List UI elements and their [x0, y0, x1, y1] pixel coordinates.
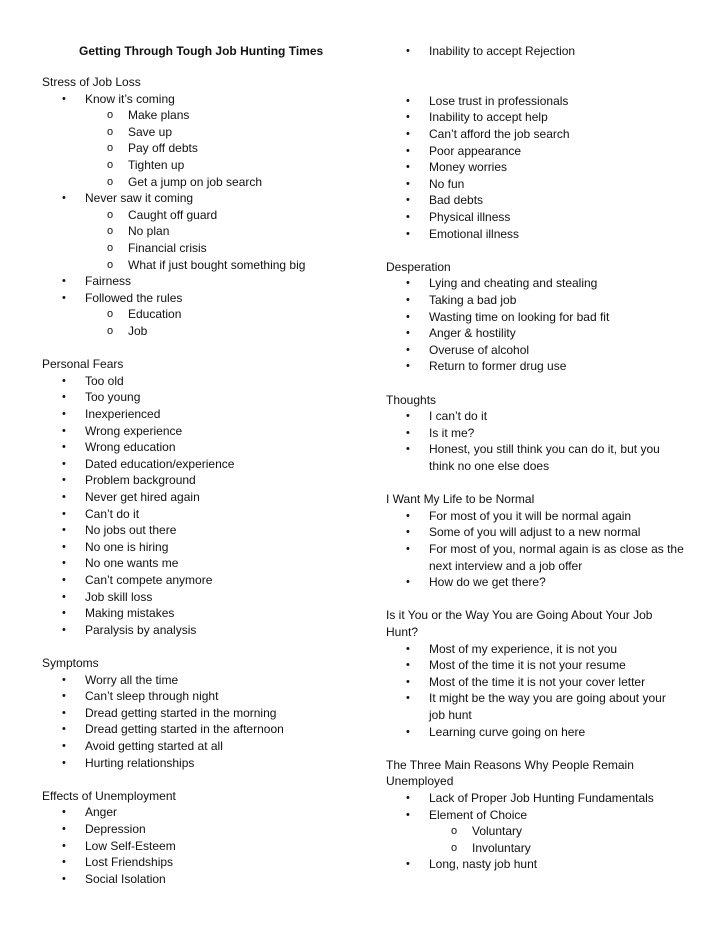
- item-text: Lost Friendships: [85, 855, 174, 870]
- item-text: For most of you it will be normal again: [429, 508, 632, 523]
- item-text: Can’t do it: [85, 506, 140, 521]
- item-text: Never get hired again: [85, 490, 200, 504]
- item-text: Poor appearance: [429, 143, 522, 158]
- item-text: Know it’s coming: [85, 91, 175, 106]
- sub-bullet-icon: o: [451, 825, 458, 838]
- item-text: Anger & hostility: [429, 326, 516, 341]
- item-text: Long, nasty job hunt: [429, 857, 538, 872]
- bullet-icon: •: [62, 723, 66, 736]
- bullet-icon: •: [62, 690, 66, 703]
- bullet-icon: •: [62, 574, 66, 586]
- bullet-icon: •: [406, 659, 410, 672]
- item-text: Is it You or the Way You are Going About Your Job: [386, 608, 653, 623]
- sub-bullet-icon: o: [451, 841, 458, 854]
- bullet-icon: •: [406, 642, 410, 655]
- item-text: Inexperienced: [85, 407, 161, 421]
- item-text: I Want My Life to be Normal: [386, 492, 535, 507]
- item-text: Save up: [128, 124, 173, 139]
- bullet-icon: •: [406, 45, 410, 57]
- bullet-icon: •: [62, 424, 66, 437]
- item-text: Job skill loss: [85, 589, 153, 604]
- bullet-icon: •: [406, 177, 410, 190]
- item-text: Is it me?: [429, 425, 475, 440]
- bullet-icon: •: [406, 94, 410, 107]
- bullet-icon: •: [406, 128, 410, 140]
- bullet-icon: •: [406, 526, 410, 539]
- bullet-icon: •: [406, 277, 410, 290]
- sub-bullet-icon: o: [107, 208, 114, 221]
- bullet-icon: •: [406, 194, 410, 207]
- item-text: Worry all the time: [85, 672, 179, 687]
- bullet-icon: •: [406, 443, 410, 456]
- item-text: Paralysis by analysis: [85, 622, 197, 637]
- item-text: Dread getting started in the afternoon: [85, 722, 284, 737]
- item-text: Involuntary: [472, 840, 531, 855]
- item-text: Can’t compete anymore: [85, 573, 213, 587]
- bullet-icon: •: [62, 457, 66, 470]
- bullet-icon: •: [62, 391, 66, 404]
- sub-bullet-icon: o: [107, 159, 114, 171]
- page-title: Getting Through Tough Job Hunting Times: [79, 44, 324, 58]
- item-text: Inability to accept Rejection: [429, 44, 576, 58]
- item-text: Social Isolation: [85, 871, 166, 886]
- item-text: How do we get there?: [429, 575, 546, 590]
- bullet-icon: •: [62, 756, 66, 769]
- item-text: What if just bought something big: [128, 257, 306, 272]
- bullet-icon: •: [406, 227, 410, 240]
- bullet-icon: •: [406, 692, 410, 705]
- bullet-icon: •: [406, 211, 410, 223]
- bullet-icon: •: [62, 839, 66, 852]
- bullet-icon: •: [62, 856, 66, 869]
- bullet-icon: •: [62, 275, 66, 288]
- item-text: Lack of Proper Job Hunting Fundamentals: [429, 791, 654, 805]
- bullet-icon: •: [406, 327, 410, 340]
- item-text: Low Self-Esteem: [85, 838, 176, 853]
- item-text: Financial crisis: [128, 241, 207, 255]
- bullet-icon: •: [62, 491, 66, 503]
- item-text: Emotional illness: [429, 226, 520, 241]
- bullet-icon: •: [62, 507, 66, 520]
- item-text: Make plans: [128, 108, 190, 123]
- item-text: Get a jump on job search: [128, 174, 263, 189]
- bullet-icon: •: [62, 92, 66, 105]
- bullet-icon: •: [406, 576, 410, 589]
- bullet-icon: •: [406, 343, 410, 356]
- bullet-icon: •: [406, 310, 410, 323]
- item-text: Return to former drug use: [429, 359, 567, 374]
- item-text: Problem background: [85, 473, 196, 488]
- bullet-icon: •: [62, 706, 66, 719]
- item-text: Pay off debts: [128, 141, 198, 156]
- item-text: Personal Fears: [42, 357, 124, 372]
- item-text: Most of the time it is not your resume: [429, 658, 626, 673]
- item-text: Symptoms: [42, 656, 99, 670]
- item-text: Element of Choice: [429, 807, 528, 822]
- bullet-icon: •: [62, 623, 66, 636]
- bullet-icon: •: [406, 360, 410, 373]
- item-text: Dated education/experience: [85, 456, 235, 471]
- sub-bullet-icon: o: [107, 258, 114, 271]
- item-text: Hunt?: [386, 625, 419, 639]
- item-text: Wrong experience: [85, 423, 183, 438]
- item-text: Money worries: [429, 160, 508, 175]
- item-text: Some of you will adjust to a new normal: [429, 525, 641, 540]
- item-text: Physical illness: [429, 210, 511, 224]
- item-text: next interview and a job offer: [429, 558, 583, 573]
- item-text: No one wants me: [85, 556, 179, 571]
- bullet-icon: •: [62, 823, 66, 835]
- bullet-icon: •: [406, 111, 410, 124]
- item-text: Lying and cheating and stealing: [429, 276, 598, 291]
- sub-bullet-icon: o: [107, 308, 114, 321]
- bullet-icon: •: [406, 808, 410, 821]
- bullet-icon: •: [62, 872, 66, 885]
- bullet-icon: •: [62, 192, 66, 205]
- item-text: Unemployed: [386, 774, 454, 789]
- sub-bullet-icon: o: [107, 125, 114, 138]
- item-text: Taking a bad job: [429, 293, 517, 307]
- item-text: Depression: [85, 822, 146, 836]
- item-text: Bad debts: [429, 193, 484, 208]
- item-text: Can’t sleep through night: [85, 689, 219, 704]
- item-text: I can’t do it: [429, 409, 488, 424]
- bullet-icon: •: [62, 524, 66, 537]
- item-text: Too young: [85, 390, 141, 405]
- bullet-icon: •: [62, 374, 66, 387]
- item-text: Desperation: [386, 259, 451, 274]
- item-text: Wrong education: [85, 440, 176, 455]
- item-text: It might be the way you are going about your: [429, 691, 666, 706]
- item-text: Tighten up: [128, 158, 185, 172]
- bullet-icon: •: [62, 291, 66, 304]
- bullet-icon: •: [62, 441, 66, 454]
- item-text: Hurting relationships: [85, 755, 195, 770]
- bullet-icon: •: [62, 540, 66, 553]
- item-text: Thoughts: [386, 392, 437, 407]
- item-text: Too old: [85, 373, 124, 388]
- item-text: The Three Main Reasons Why People Remain: [386, 757, 634, 772]
- item-text: job hunt: [429, 708, 472, 722]
- bullet-icon: •: [406, 725, 410, 738]
- item-text: Caught off guard: [128, 207, 218, 222]
- bullet-icon: •: [62, 474, 66, 487]
- item-text: Education: [128, 307, 182, 322]
- bullet-icon: •: [406, 858, 410, 871]
- sub-bullet-icon: o: [107, 242, 114, 254]
- bullet-icon: •: [62, 607, 66, 620]
- item-text: Can’t afford the job search: [429, 127, 570, 141]
- item-text: Followed the rules: [85, 290, 183, 305]
- bullet-icon: •: [62, 408, 66, 420]
- item-text: Honest, you still think you can do it, but you: [429, 442, 660, 457]
- item-text: Wasting time on looking for bad fit: [429, 309, 610, 324]
- item-text: Making mistakes: [85, 606, 175, 621]
- sub-bullet-icon: o: [107, 325, 114, 337]
- item-text: think no one else does: [429, 459, 550, 473]
- item-text: No plan: [128, 224, 170, 239]
- sub-bullet-icon: o: [107, 225, 114, 238]
- item-text: Overuse of alcohol: [429, 342, 530, 357]
- bullet-icon: •: [406, 426, 410, 439]
- bullet-icon: •: [62, 740, 66, 752]
- item-text: For most of you, normal again is as close as the: [429, 542, 684, 556]
- bullet-icon: •: [406, 509, 410, 522]
- item-text: Most of the time it is not your cover letter: [429, 674, 646, 689]
- bullet-icon: •: [62, 806, 66, 819]
- bullet-icon: •: [406, 675, 410, 688]
- item-text: Dread getting started in the morning: [85, 705, 277, 720]
- item-text: Fairness: [85, 274, 132, 289]
- item-text: Effects of Unemployment: [42, 788, 176, 803]
- item-text: No jobs out there: [85, 523, 177, 538]
- bullet-icon: •: [406, 144, 410, 157]
- bullet-icon: •: [62, 557, 66, 570]
- item-text: Learning curve going on here: [429, 724, 586, 739]
- bullet-icon: •: [406, 161, 410, 174]
- item-text: Anger: [85, 805, 118, 820]
- item-text: Most of my experience, it is not you: [429, 641, 618, 656]
- bullet-icon: •: [62, 590, 66, 603]
- item-text: No one is hiring: [85, 539, 169, 554]
- item-text: Avoid getting started at all: [85, 739, 223, 753]
- sub-bullet-icon: o: [107, 142, 114, 155]
- item-text: Job: [128, 324, 148, 338]
- item-text: Stress of Job Loss: [42, 75, 141, 89]
- item-text: Voluntary: [472, 824, 523, 839]
- item-text: No fun: [429, 176, 465, 191]
- item-text: Inability to accept help: [429, 110, 548, 125]
- bullet-icon: •: [406, 543, 410, 555]
- sub-bullet-icon: o: [107, 175, 114, 188]
- item-text: Never saw it coming: [85, 191, 194, 206]
- bullet-icon: •: [406, 410, 410, 423]
- bullet-icon: •: [62, 673, 66, 686]
- bullet-icon: •: [406, 294, 410, 306]
- bullet-icon: •: [406, 792, 410, 804]
- item-text: Lose trust in professionals: [429, 93, 569, 108]
- sub-bullet-icon: o: [107, 109, 114, 122]
